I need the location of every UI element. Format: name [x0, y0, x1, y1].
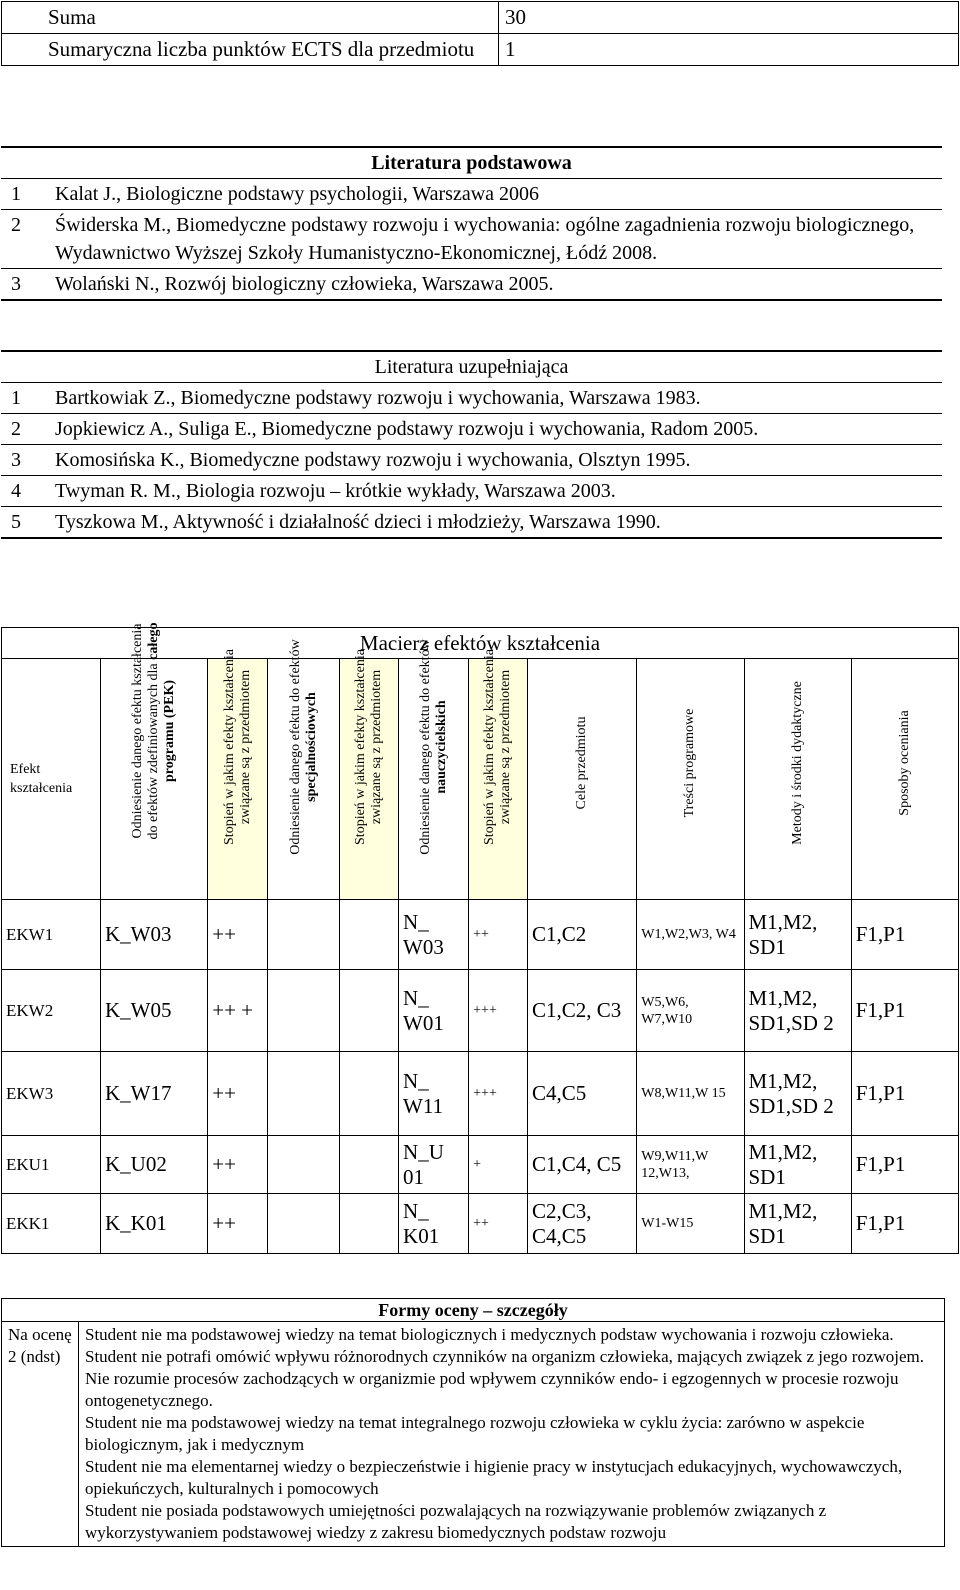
table-row — [2, 1136, 959, 1194]
teacher-ref: N_ W11 — [399, 1052, 469, 1136]
item-text: Świderska M., Biomedyczne podstawy rozwoju i wychowania: ogólne zagadnienia rozwoju biologicznego, Wydawnictwo Wyższej Szkoły Humanistyczno-Ekonomicznej, Łódź 2008. — [51, 210, 942, 269]
goals: C4,C5 — [527, 1052, 636, 1136]
effect-code: EKU1 — [2, 1136, 101, 1194]
content: W1,W2,W3, W4 — [637, 900, 744, 970]
list-item — [1, 269, 942, 301]
methods: M1,M2, SD1 — [744, 1136, 851, 1194]
assessment: F1,P1 — [851, 1194, 958, 1254]
learning-outcomes-matrix — [1, 622, 959, 1254]
ects-summary-table — [1, 1, 959, 66]
degree-3: ++ — [469, 1194, 528, 1254]
degree-3: +++ — [469, 970, 528, 1052]
content: W9,W11,W 12,W13, — [637, 1136, 744, 1194]
pek-ref: K_U02 — [101, 1136, 208, 1194]
header-content: Treści programowe — [637, 659, 744, 900]
teacher-ref: N_U 01 — [399, 1136, 469, 1194]
degree-2 — [340, 1194, 399, 1254]
specialty-ref — [268, 1194, 340, 1254]
list-item — [1, 476, 942, 507]
methods: M1,M2, SD1,SD 2 — [744, 970, 851, 1052]
item-text: Kalat J., Biologiczne podstawy psychologii, Warszawa 2006 — [51, 179, 942, 210]
assessment: F1,P1 — [851, 970, 958, 1052]
supplementary-literature-title: Literatura uzupełniająca — [1, 351, 942, 383]
content: W1-W15 — [637, 1194, 744, 1254]
specialty-ref — [268, 970, 340, 1052]
matrix-title: Macierz efektów kształcenia — [2, 628, 959, 659]
supplementary-literature-table — [1, 350, 942, 539]
list-item — [1, 414, 942, 445]
header-goals: Cele przedmiotu — [527, 659, 636, 900]
basic-literature-title: Literatura podstawowa — [1, 147, 942, 179]
content: W8,W11,W 15 — [637, 1052, 744, 1136]
item-text: Wolański N., Rozwój biologiczny człowieka, Warszawa 2005. — [51, 269, 942, 301]
effect-code: EKK1 — [2, 1194, 101, 1254]
ects-value: 1 — [499, 34, 959, 66]
table-row — [2, 1194, 959, 1254]
criterion: Student nie posiada podstawowych umiejętności pozwalających na rozwiązywanie problemów związanych z wykorzystywaniem podstawowej wiedzy z zakresu biomedycznych podstaw rozwoju — [85, 1501, 827, 1542]
item-number: 2 — [1, 414, 51, 445]
list-item — [1, 383, 942, 414]
teacher-ref: N_ W01 — [399, 970, 469, 1052]
effect-code: EKW2 — [2, 970, 101, 1052]
criterion: Student nie potrafi omówić wpływu różnorodnych czynników na organizm człowieka, mających związek z jego rozwojem. Nie rozumie procesów zachodzących w organizmie pod wpływem czynników endo- i egzogennych w procesie rozwoju ontogenetycznego. — [85, 1347, 925, 1410]
item-text: Twyman R. M., Biologia rozwoju – krótkie wykłady, Warszawa 2003. — [51, 476, 942, 507]
methods: M1,M2, SD1 — [744, 1194, 851, 1254]
header-assessment: Sposoby oceniania — [851, 659, 958, 900]
assessment: F1,P1 — [851, 900, 958, 970]
pek-ref: K_W03 — [101, 900, 208, 970]
matrix-header-row — [2, 659, 959, 900]
item-number: 3 — [1, 445, 51, 476]
degree-1: ++ — [208, 1136, 268, 1194]
assessment: F1,P1 — [851, 1052, 958, 1136]
content: W5,W6, W7,W10 — [637, 970, 744, 1052]
suma-value: 30 — [499, 2, 959, 34]
specialty-ref — [268, 900, 340, 970]
degree-1: ++ — [208, 900, 268, 970]
criterion: Student nie ma podstawowej wiedzy na temat biologicznych i medycznych podstaw wychowania i rozwoju człowieka. — [85, 1325, 894, 1344]
table-row — [2, 1052, 959, 1136]
degree-3: +++ — [469, 1052, 528, 1136]
header-degree-3: Stopień w jakim efekty kształcenia związane są z przedmiotem — [469, 659, 528, 900]
header-specialty: Odniesienie danego efektu do efektów specjalnościowych — [268, 659, 340, 900]
pek-ref: K_K01 — [101, 1194, 208, 1254]
suma-row — [2, 2, 959, 34]
degree-2 — [340, 1052, 399, 1136]
item-text: Komosińska K., Biomedyczne podstawy rozwoju i wychowania, Olsztyn 1995. — [51, 445, 942, 476]
degree-3: ++ — [469, 900, 528, 970]
assessment-details-table — [1, 1298, 945, 1547]
pek-ref: K_W17 — [101, 1052, 208, 1136]
specialty-ref — [268, 1136, 340, 1194]
assessment-details-title: Formy oceny – szczegóły — [2, 1299, 945, 1322]
criterion: Student nie ma podstawowej wiedzy na temat integralnego rozwoju człowieka w cyklu życia: zarówno w aspekcie biologicznym, jak i medycznym — [85, 1413, 865, 1454]
degree-2 — [340, 900, 399, 970]
list-item — [1, 445, 942, 476]
suma-label: Suma — [2, 2, 499, 34]
list-item — [1, 210, 942, 269]
goals: C1,C2 — [527, 900, 636, 970]
item-text: Tyszkowa M., Aktywność i działalność dzieci i młodzieży, Warszawa 1990. — [51, 507, 942, 539]
table-row — [2, 900, 959, 970]
item-number: 2 — [1, 210, 51, 269]
effect-code: EKW3 — [2, 1052, 101, 1136]
item-text: Jopkiewicz A., Suliga E., Biomedyczne podstawy rozwoju i wychowania, Radom 2005. — [51, 414, 942, 445]
methods: M1,M2, SD1 — [744, 900, 851, 970]
effect-code: EKW1 — [2, 900, 101, 970]
header-teacher: Odniesienie danego efektu do efektów nauczycielskich — [399, 659, 469, 900]
grade-criteria — [79, 1322, 945, 1547]
ects-label: Sumaryczna liczba punktów ECTS dla przedmiotu — [2, 34, 499, 66]
header-methods: Metody i środki dydaktyczne — [744, 659, 851, 900]
degree-2 — [340, 970, 399, 1052]
header-effect: Efekt kształcenia — [2, 659, 101, 900]
list-item — [1, 179, 942, 210]
list-item — [1, 507, 942, 539]
goals: C1,C4, C5 — [527, 1136, 636, 1194]
basic-literature-table — [1, 146, 942, 301]
assessment: F1,P1 — [851, 1136, 958, 1194]
goals: C1,C2, C3 — [527, 970, 636, 1052]
methods: M1,M2, SD1,SD 2 — [744, 1052, 851, 1136]
grade-row — [2, 1322, 945, 1547]
teacher-ref: N_ W03 — [399, 900, 469, 970]
item-text: Bartkowiak Z., Biomedyczne podstawy rozwoju i wychowania, Warszawa 1983. — [51, 383, 942, 414]
grade-label: Na ocenę 2 (ndst) — [2, 1322, 79, 1547]
criterion: Student nie ma elementarnej wiedzy o bezpieczeństwie i higienie pracy w instytucjach edukacyjnych, wychowawczych, opiekuńczych, kulturalnych i pomocowych — [85, 1457, 903, 1498]
goals: C2,C3, C4,C5 — [527, 1194, 636, 1254]
header-degree-2: Stopień w jakim efekty kształcenia związane są z przedmiotem — [340, 659, 399, 900]
pek-ref: K_W05 — [101, 970, 208, 1052]
item-number: 3 — [1, 269, 51, 301]
item-number: 5 — [1, 507, 51, 539]
degree-3: + — [469, 1136, 528, 1194]
item-number: 1 — [1, 383, 51, 414]
specialty-ref — [268, 1052, 340, 1136]
degree-1: ++ + — [208, 970, 268, 1052]
degree-1: ++ — [208, 1052, 268, 1136]
header-pek: Odniesienie danego efektu kształcenia do efektów zdefiniowanych dla całego programu (PEK) — [101, 659, 208, 900]
teacher-ref: N_ K01 — [399, 1194, 469, 1254]
degree-1: ++ — [208, 1194, 268, 1254]
item-number: 4 — [1, 476, 51, 507]
ects-row — [2, 34, 959, 66]
item-number: 1 — [1, 179, 51, 210]
table-row — [2, 970, 959, 1052]
degree-2 — [340, 1136, 399, 1194]
header-degree-1: Stopień w jakim efekty kształcenia związane są z przedmiotem — [208, 659, 268, 900]
